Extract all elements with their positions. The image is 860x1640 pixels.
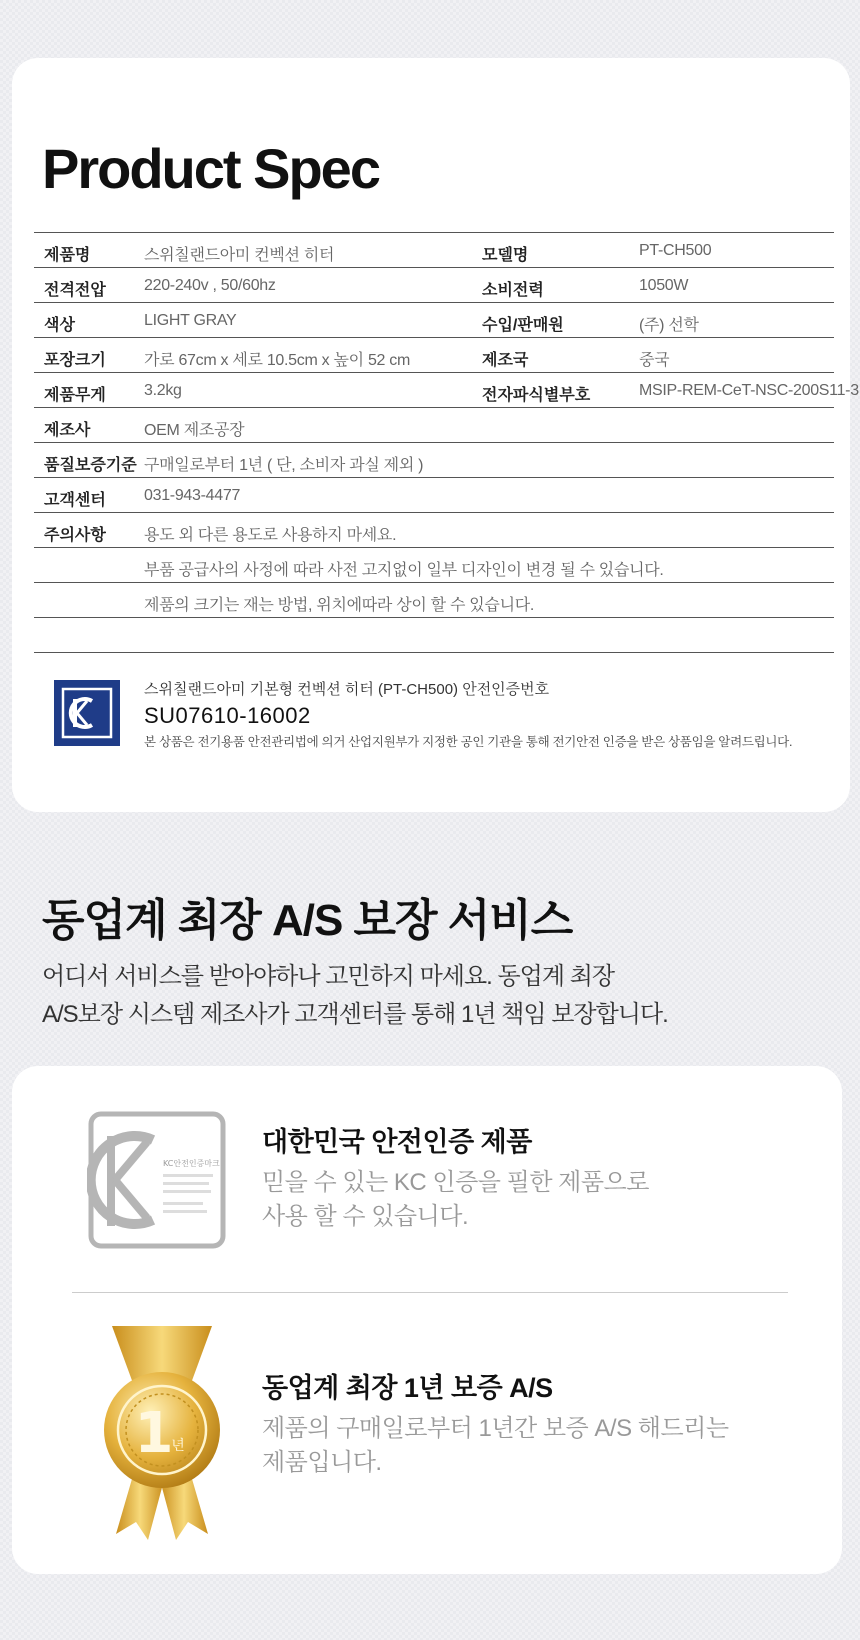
spec-value-2: MSIP-REM-CeT-NSC-200S11-3	[639, 382, 859, 399]
feature-as-desc-line-1: 제품의 구매일로부터 1년간 보증 A/S 해드리는	[262, 1415, 729, 1442]
spec-row	[34, 513, 834, 548]
kc-mark-caption: KC안전인증마크	[163, 1159, 220, 1168]
spec-value: 부품 공급사의 사정에 따라 사전 고지없이 일부 디자인이 변경 될 수 있습니다.	[144, 562, 664, 579]
kc-product-name: 스위칠랜드아미 기본형 컨벡션 히터 (PT-CH500) 안전인증번호	[144, 681, 550, 698]
feature-as-description	[262, 1412, 729, 1480]
spec-value: 제품의 크기는 재는 방법, 위치에따라 상이 할 수 있습니다.	[144, 597, 535, 614]
spec-label: 제품무게	[44, 387, 106, 404]
medal-unit: 년	[171, 1438, 185, 1454]
spec-title: Product Spec	[42, 137, 379, 200]
spec-value-2: PT-CH500	[639, 242, 712, 259]
spec-label-2: 제조국	[482, 352, 529, 369]
feature-divider	[72, 1292, 788, 1293]
spec-label: 제품명	[44, 247, 91, 264]
spec-row	[34, 338, 834, 373]
spec-row	[34, 548, 834, 583]
feature-kc-title: 대한민국 안전인증 제품	[262, 1127, 532, 1157]
kc-certification-icon	[54, 680, 120, 746]
spec-value: 용도 외 다른 용도로 사용하지 마세요.	[144, 527, 397, 544]
spec-label: 포장크기	[44, 352, 106, 369]
spec-row	[34, 303, 834, 338]
kc-certification-info	[144, 678, 792, 750]
spec-value: 구매일로부터 1년 ( 단, 소비자 과실 제외 )	[144, 457, 424, 474]
spec-table	[34, 232, 859, 653]
spec-row	[34, 618, 834, 653]
medal-number: 1	[134, 1401, 174, 1466]
spec-row	[34, 408, 834, 443]
spec-row	[34, 478, 834, 513]
as-description-line-1: 어디서 서비스를 받아야하나 고민하지 마세요. 동업계 최장	[42, 963, 615, 990]
spec-label-2: 모델명	[482, 247, 529, 264]
feature-kc-description	[262, 1166, 649, 1234]
product-spec-card	[12, 58, 859, 812]
spec-row	[34, 268, 834, 303]
kc-mark-icon	[87, 1110, 227, 1250]
spec-value: 220-240v , 50/60hz	[144, 277, 276, 294]
as-features-card	[12, 1066, 842, 1574]
spec-label-2: 전자파식별부호	[482, 387, 591, 404]
spec-label: 품질보증기준	[44, 457, 137, 474]
spec-label: 고객센터	[44, 492, 106, 509]
feature-kc-desc-line-2: 사용 할 수 있습니다.	[262, 1203, 469, 1230]
spec-row	[34, 443, 834, 478]
spec-label-2: 수입/판매원	[482, 317, 564, 334]
spec-label: 전격전압	[44, 282, 106, 299]
spec-row	[34, 583, 834, 618]
kc-certification-number: SU07610-16002	[144, 703, 311, 728]
gold-medal-icon	[92, 1322, 232, 1544]
as-description-line-2: A/S보장 시스템 제조사가 고객센터를 통해 1년 책임 보장합니다.	[42, 1001, 668, 1028]
spec-label-2: 소비전력	[482, 282, 544, 299]
spec-value: 031-943-4477	[144, 487, 241, 504]
spec-label: 색상	[44, 317, 75, 334]
spec-row	[34, 233, 834, 268]
spec-value: 3.2kg	[144, 382, 182, 399]
feature-kc-desc-line-1: 믿을 수 있는 KC 인증을 필한 제품으로	[262, 1169, 649, 1196]
as-heading: 동업계 최장 A/S 보장 서비스	[42, 896, 573, 945]
spec-value: 스위칠랜드아미 컨벡션 히터	[144, 247, 335, 264]
spec-label: 제조사	[44, 422, 91, 439]
spec-row	[34, 373, 859, 408]
feature-as-title: 동업계 최장 1년 보증 A/S	[262, 1373, 553, 1403]
feature-as-desc-line-2: 제품입니다.	[262, 1449, 382, 1476]
spec-label: 주의사항	[44, 527, 106, 544]
spec-value-2: 중국	[639, 352, 670, 369]
spec-value-2: 1050W	[639, 277, 689, 294]
spec-value: LIGHT GRAY	[144, 312, 237, 329]
spec-value-2: (주) 선학	[639, 317, 699, 334]
spec-value: OEM 제조공장	[144, 422, 245, 439]
kc-certification-note: 본 상품은 전기용품 안전관리법에 의거 산업지원부가 지정한 공인 기관을 통해 전기안전 인증을 받은 상품임을 알려드립니다.	[144, 735, 793, 749]
spec-value: 가로 67cm x 세로 10.5cm x 높이 52 cm	[144, 352, 411, 369]
